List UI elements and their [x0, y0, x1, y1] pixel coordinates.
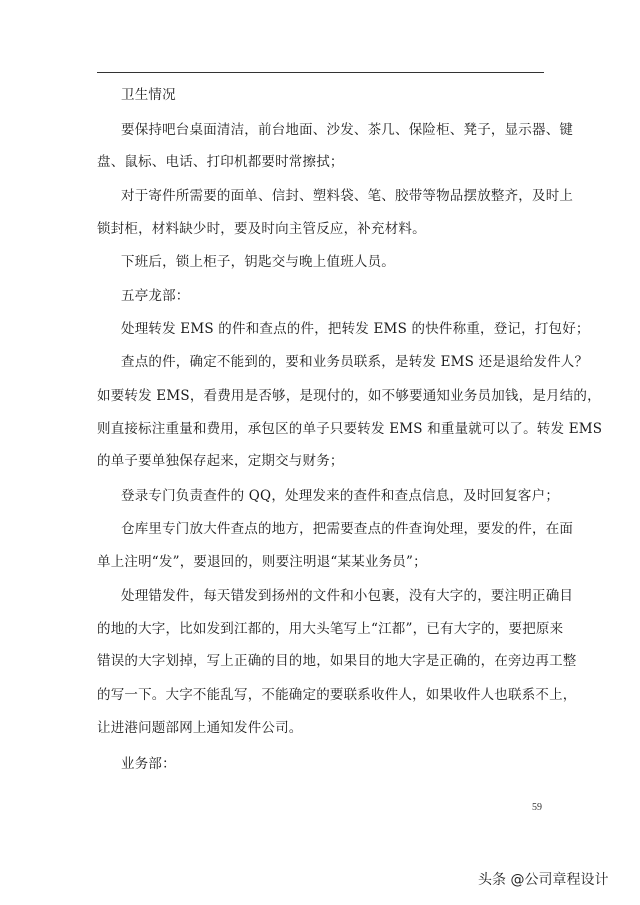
paragraph-line: 处理错发件，每天错发到扬州的文件和小包裹，没有大字的，要注明正确目: [121, 588, 574, 604]
paragraph-line: 盘、鼠标、电话、打印机都要时常擦拭；: [97, 154, 344, 170]
paragraph-line: 单上注明“发”，要退回的，则要注明退“某某业务员”；: [97, 554, 427, 570]
page-number: 59: [532, 802, 542, 813]
paragraph-line: 对于寄件所需要的面单、信封、塑料袋、笔、胶带等物品摆放整齐，及时上: [121, 188, 574, 204]
watermark-text: 头条 @公司章程设计: [478, 872, 609, 888]
paragraph-line: 让进港问题部网上通知发件公司。: [97, 720, 303, 736]
paragraph-line: 的单子要单独保存起来，定期交与财务；: [97, 453, 344, 469]
section-heading-wutinglong: 五亭龙部：: [121, 288, 190, 304]
section-heading-hygiene: 卫生情况: [121, 87, 176, 103]
paragraph-line: 错误的大字划掉，写上正确的目的地，如果目的地大字是正确的，在旁边再工整: [97, 653, 577, 669]
paragraph-line: 要保持吧台桌面清洁，前台地面、沙发、茶几、保险柜、凳子，显示器、键: [121, 122, 574, 138]
paragraph-line: 锁封柜，材料缺少时，要及时向主管反应，补充材料。: [97, 221, 426, 237]
paragraph-line: 下班后，锁上柜子，钥匙交与晚上值班人员。: [121, 254, 395, 270]
paragraph-line: 仓库里专门放大件查点的地方，把需要查点的件查询处理，要发的件，在面: [121, 521, 574, 537]
paragraph-line: 处理转发 EMS 的件和查点的件，把转发 EMS 的快件称重，登记，打包好；: [121, 321, 590, 337]
paragraph-line: 则直接标注重量和费用，承包区的单子只要转发 EMS 和重量就可以了。转发 EMS: [97, 421, 603, 437]
paragraph-line: 查点的件，确定不能到的，要和业务员联系，是转发 EMS 还是退给发件人？: [121, 354, 589, 370]
paragraph-line: 的地的大字，比如发到江都的，用大头笔写上“江都”，已有大字的，要把原来: [97, 621, 564, 637]
paragraph-line: 的写一下。大字不能乱写，不能确定的要联系收件人，如果收件人也联系不上，: [97, 687, 577, 703]
section-heading-sales: 业务部：: [121, 756, 176, 772]
paragraph-line: 如要转发 EMS，看费用是否够，是现付的，如不够要通知业务员加钱，是月结的，: [97, 388, 601, 404]
paragraph-line: 登录专门负责查件的 QQ，处理发来的查件和查点信息，及时回复客户；: [121, 488, 560, 504]
